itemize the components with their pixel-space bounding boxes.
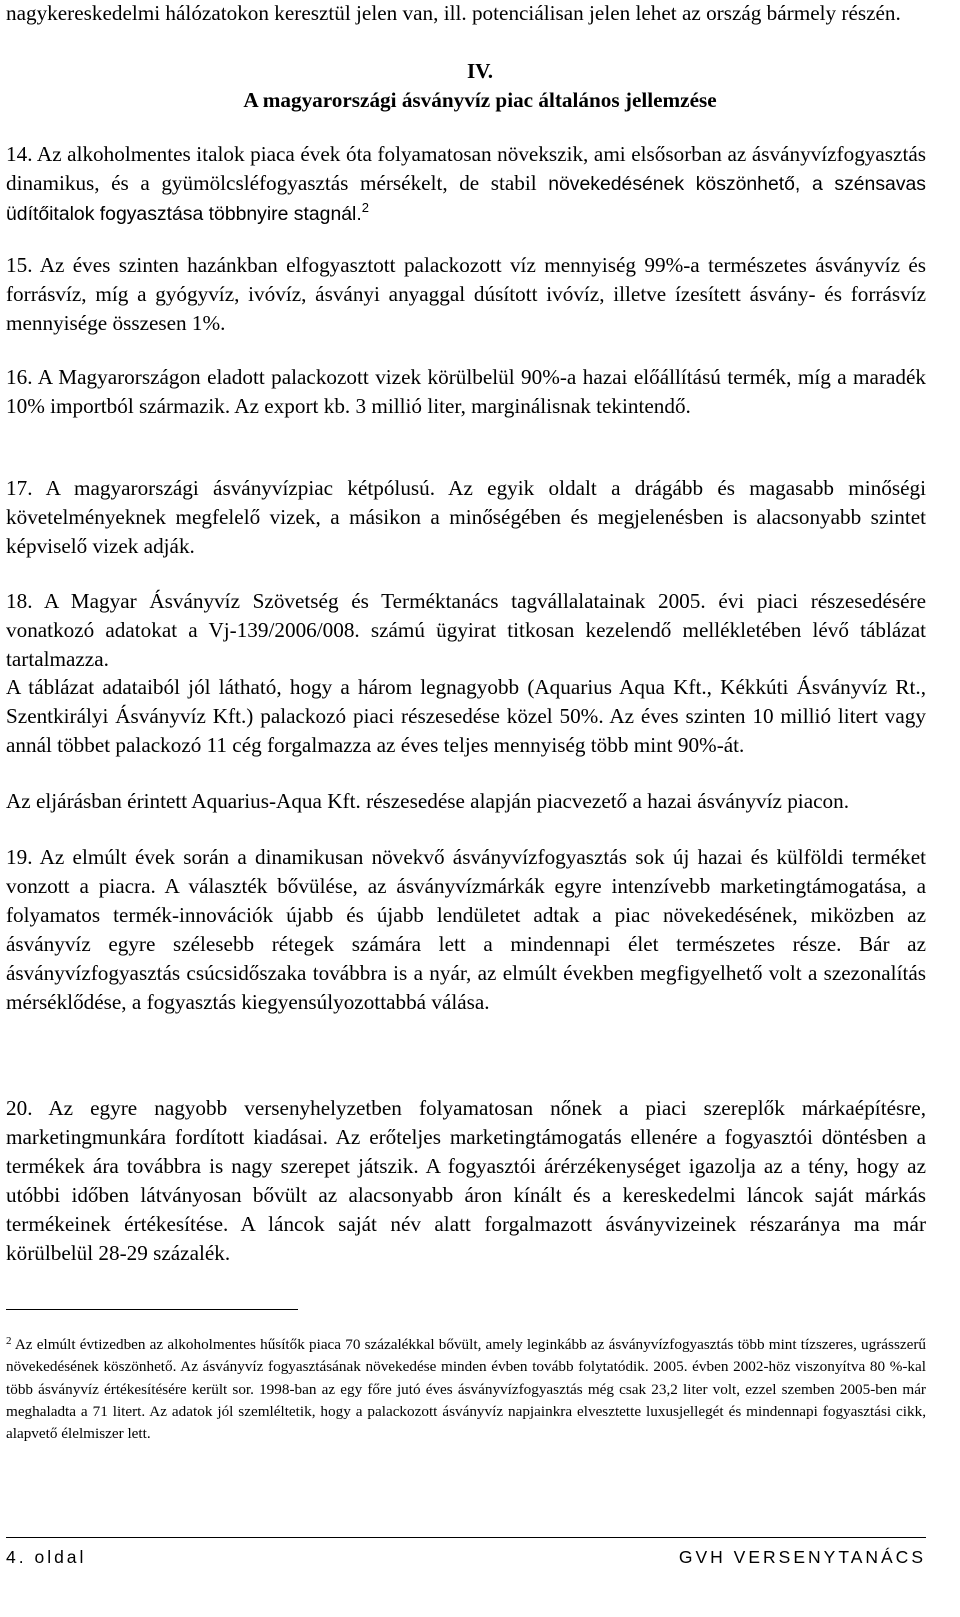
paragraph-14 xyxy=(6,140,926,229)
paragraph-18c: Az eljárásban érintett Aquarius-Aqua Kft. részesedése alapján piacvezető a hazai ásványvíz piacon. xyxy=(6,789,849,813)
footnote-2 xyxy=(6,1334,926,1445)
paragraph-19: 19. Az elmúlt évek során a dinamikusan növekvő ásványvízfogyasztás sok új hazai és külföldi terméket vonzott a piacra. A választék bővülése, az ásványvízmárkák egyre intenzívebb marketingtámogatása, a folyamatos termék-innovációk újabb és újabb lendületet adtak a piac növekedésének, miközben az ásványvíz egyre szélesebb rétegek számára lett a mindennapi élet természetes része. Bár az ásványvízfogyasztás csúcsidőszaka továbbra is a nyár, az elmúlt években megfigyelhető volt a szezonalítás mérséklődése, a fogyasztás kiegyensúlyozottabbá válása. xyxy=(6,845,926,1014)
paragraph-14-sans: növekedésének köszönhető, a szénsavas üdítőitalok fogyasztása többnyire stagnál. xyxy=(6,172,926,225)
section-number: IV. xyxy=(466,59,494,83)
paragraph-20: 20. Az egyre nagyobb versenyhelyzetben folyamatosan nőnek a piaci szereplők márkaépítésre, marketingmunkára fordított kiadásai. Az erőteljes marketingtámogatás ellenére a fogyasztói döntésben a termékek ára továbbra is nagy szerepet játszik. A fogyasztói árérzékenységet igazolja az a tény, hogy az utóbbi időben látványosan bővült az alacsonyabb áron kínált és a kereskedelmi láncok saját márkás termékeinek értékesítése. A láncok saját név alatt forgalmazott ásványvizeinek részaránya ma már körülbelül 28-29 százalék. xyxy=(6,1096,926,1265)
footnote-separator xyxy=(6,1309,298,1310)
footnote-text: Az elmúlt évtizedben az alkoholmentes hűsítők piaca 70 százalékkal bővült, amely leginkább az ásványvízfogyasztás több mint tízszeres, ugrásszerű növekedésének köszönhető. Az ásványvíz fogyasztásának növekedése minden évben tovább folytatódik. 2005. évben 2002-höz viszonyítva 80 %-kal több ásványvíz értékesítésére került sor. 1998-ban az egy főre jutó éves ásványvízfogyasztás még csak 23,2 liter volt, ezzel szemben 2005-ben már meghaladta a 71 litert. Az adatok jól szemléltetik, hogy a palackozott ásványvíz napjainkra elvesztette luxusjellegét és mindennapi fogyasztási cikk, alapvető élelmiszer lett. xyxy=(6,1336,926,1443)
footer-organization: GVH VERSENYTANÁCS xyxy=(678,1547,926,1567)
paragraph-17: 17. A magyarországi ásványvízpiac kétpólusú. Az egyik oldalt a drágább és magasabb minőségi követelményeknek megfelelő vizek, a másikon a minőségében és megjelenésben is alacsonyabb szintet képviselő vizek adják. xyxy=(6,476,926,558)
page-number: 4. oldal xyxy=(6,1547,87,1567)
footer-separator xyxy=(6,1537,926,1538)
footnote-ref-2: 2 xyxy=(361,199,369,215)
paragraph-18b: A táblázat adataiból jól látható, hogy a három legnagyobb (Aquarius Aqua Kft., Kékkúti Ásványvíz Rt., Szentkirályi Ásványvíz Kft.) palackozó piaci részesedése közel 50%. Az éves szinten 10 millió litert vagy annál többet palackozó 11 cég forgalmazza az éves teljes mennyiség több mint 90%-át. xyxy=(6,675,926,757)
section-title: A magyarországi ásványvíz piac általános jellemzése xyxy=(243,88,717,112)
intro-paragraph: nagykereskedelmi hálózatokon keresztül jelen van, ill. potenciálisan jelen lehet az ország bármely részén. xyxy=(6,1,901,25)
paragraph-15: 15. Az éves szinten hazánkban elfogyasztott palackozott víz mennyiség 99%-a természetes ásványvíz és forrásvíz, míg a gyógyvíz, ivóvíz, ásványi anyaggal dúsított ivóvíz, illetve ízesített ásvány- és forrásvíz mennyisége összesen 1%. xyxy=(6,253,926,335)
paragraph-14-serif: 14. Az alkoholmentes italok piaca évek óta folyamatosan növekszik, ami elsősorban az ásványvízfogyasztás dinamikus, és a gyümölcsléfogyasztás mérsékelt, de stabil xyxy=(6,142,926,195)
paragraph-16: 16. A Magyarországon eladott palackozott vizek körülbelül 90%-a hazai előállítású termék, míg a maradék 10% importból származik. Az export kb. 3 millió liter, marginálisnak tekintendő. xyxy=(6,365,926,418)
paragraph-18a: 18. A Magyar Ásványvíz Szövetség és Terméktanács tagvállalatainak 2005. évi piaci részesedésére vonatkozó adatokat a Vj-139/2006/008. számú ügyirat titkosan kezelendő mellékletében lévő táblázat tartalmazza. xyxy=(6,589,926,671)
footnote-number: 2 xyxy=(6,1335,12,1347)
